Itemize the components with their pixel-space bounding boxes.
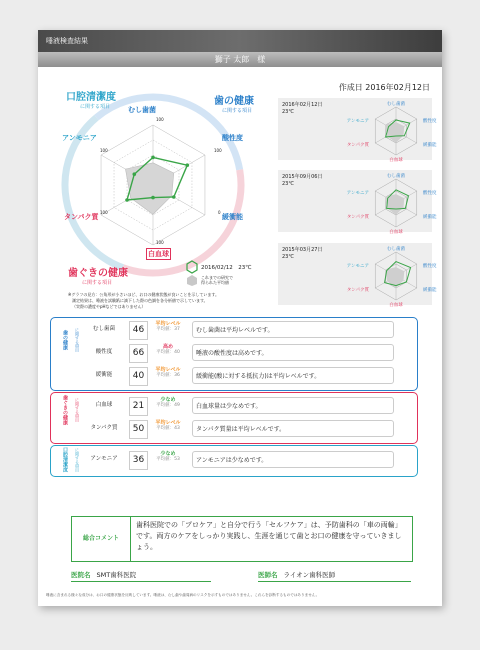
result-level: 平均レベル [155,321,181,327]
history-axis-label: 緩衝能 [423,288,437,293]
category-tooth-sub: に関する項目 [222,108,253,114]
axis-label-ammonia: アンモニア [62,134,97,142]
patient-name: 獅子 太郎 様 [38,52,442,67]
doctor-label: 医師名 [258,571,278,579]
result-score: 66 [129,344,148,363]
result-row [84,364,414,387]
result-level: 少なめ [160,451,176,457]
graph-note-1: ※グラフの見方：公角形が小さいほど、お口の健康状態が良いことを示しています。 [68,292,220,297]
history-date-2: 2015年09月06日 [282,174,323,180]
doctor-name: ライオン歯科医師 [283,571,336,579]
tick-left: 100 [100,210,108,215]
history-axis-label: 白血球 [389,158,403,163]
history-axis-label: アンモニア [346,264,369,269]
history-axis-label: タンパク質 [346,288,369,293]
category-gum-title: 歯ぐきの健康 [68,268,128,279]
category-tooth-title: 歯の健康 [214,96,254,107]
history-axis-label: むし歯菌 [387,174,405,179]
axis-label-buffer: 緩衝能 [222,213,243,221]
created-date: 作成日 2016年02月12日 [338,83,430,92]
history-axis-label: タンパク質 [346,215,369,220]
result-comment: タンパク質量は平均レベルです。 [192,420,394,437]
history-temp-1: 23℃ [282,109,294,115]
result-score: 46 [129,321,148,340]
category-cleanliness-title: 口腔清潔度 [66,92,116,103]
tick-top: 100 [156,117,164,122]
history-axis-label: むし歯菌 [387,247,405,252]
tick-bottom: 100 [156,240,164,245]
result-row [84,394,414,417]
history-axis-label: 酸性度 [423,119,437,124]
category-gum-sub: に関する項目 [82,280,113,286]
clinic-row [71,570,136,579]
category-cleanliness-sub: に関する項目 [80,104,111,110]
summary-label: 総合コメント [72,517,131,561]
history-axis-label: 緩衝能 [423,215,437,220]
legend-average-line1: これまでの研究で [201,275,233,280]
result-row [84,318,414,341]
group-gum-label: 歯ぐきの健康 [62,395,68,425]
footer-note: 唾液に含まれる様々な成分は、お口の健康状態を反映しています。唾液は、むし歯や歯周病のリスクを示すものではありません。これらを診断するものではありません。 [46,593,320,597]
result-comment: むし歯菌は平均レベルです。 [192,321,394,338]
legend-current: 2016/02/12 23℃ [201,265,252,271]
doctor-row [258,570,335,579]
legend-average-line2: 得られた平均値 [201,280,229,285]
result-item: むし歯菌 [92,326,115,332]
history-axis-label: 白血球 [389,230,403,235]
result-level: 少なめ [160,397,176,403]
result-average: 平均値：49 [156,403,180,408]
history-date-1: 2016年02月12日 [282,102,323,108]
summary-box [71,516,413,562]
history-axis-label: 緩衝能 [423,143,437,148]
result-level-cell [148,344,188,356]
result-level-cell [148,397,188,409]
tick-bottom-right: 0 [218,210,221,215]
history-axis-label: タンパク質 [346,143,369,148]
history-axis-label: 酸性度 [423,191,437,196]
result-comment: 唾液の酸性度は高めです。 [192,344,394,361]
result-comment: アンモニアは少なめです。 [192,451,394,468]
result-level: 平均レベル [155,367,181,373]
result-average: 平均値：37 [156,327,180,332]
result-average: 平均値：36 [156,373,180,378]
result-comment: 緩衝能(酸に対する抵抗力)は平均レベルです。 [192,367,394,384]
result-score: 50 [129,420,148,439]
history-temp-3: 23℃ [282,254,294,260]
tick-right: 100 [214,148,222,153]
history-axis-label: 白血球 [389,303,403,308]
history-axis-label: むし歯菌 [387,102,405,107]
history-temp-2: 23℃ [282,181,294,187]
report-sheet [38,30,442,606]
result-score: 40 [129,367,148,386]
clinic-label: 医院名 [71,571,91,579]
result-score: 36 [129,451,148,470]
result-item: タンパク質 [90,425,118,431]
history-date-3: 2015年03月27日 [282,247,323,253]
result-row [84,448,414,471]
history-axis-label: アンモニア [346,191,369,196]
tick-left-top: 100 [100,148,108,153]
axis-label-protein: タンパク質 [64,213,99,221]
result-average: 平均値：43 [156,426,180,431]
result-comment: 白血球量は少なめです。 [192,397,394,414]
result-level-cell [148,367,188,379]
result-item: 白血球 [95,402,113,408]
graph-note-3: （実際の濃度やpHなどではありません） [72,304,146,309]
group-tooth-label: 歯の健康 [62,330,68,350]
result-average: 平均値：40 [156,350,180,355]
summary-text: 歯科医院での「プロケア」と自分で行う「セルフケア」は、予防歯科の「車の両輪」です。両方のケアをしっかり実践し、生涯を通じて歯とお口の健康を守っていきましょう。 [136,521,402,551]
result-level: 高め [162,344,173,350]
graph-note-2: 測定結果は、唾液を試験紙に滴下した際の色調を各分析値で示しています。 [72,298,208,303]
history-axis-label: アンモニア [346,119,369,124]
result-item: 酸性度 [95,349,113,355]
axis-label-acidity: 酸性度 [222,134,243,142]
group-gum-side: に関する項目 [75,398,80,422]
result-score: 21 [129,397,148,416]
result-level-cell [148,451,188,463]
result-item: 緩衝能 [95,372,113,378]
axis-label-caries: むし歯菌 [128,106,156,114]
result-level-cell [148,321,188,333]
result-level: 平均レベル [155,420,181,426]
result-row [84,341,414,364]
group-clean-label: 口腔清潔度 [62,447,68,472]
result-row [84,417,414,440]
report-header: 唾液検査結果 [38,30,442,52]
clinic-name: SMT歯科医院 [96,571,137,579]
group-tooth-side: に関する項目 [75,328,80,352]
axis-label-wbc: 白血球 [148,250,169,258]
group-clean-side: に関する項目 [75,448,80,472]
history-axis-label: 酸性度 [423,264,437,269]
result-average: 平均値：53 [156,457,180,462]
result-item: アンモニア [90,456,118,462]
result-level-cell [148,420,188,432]
